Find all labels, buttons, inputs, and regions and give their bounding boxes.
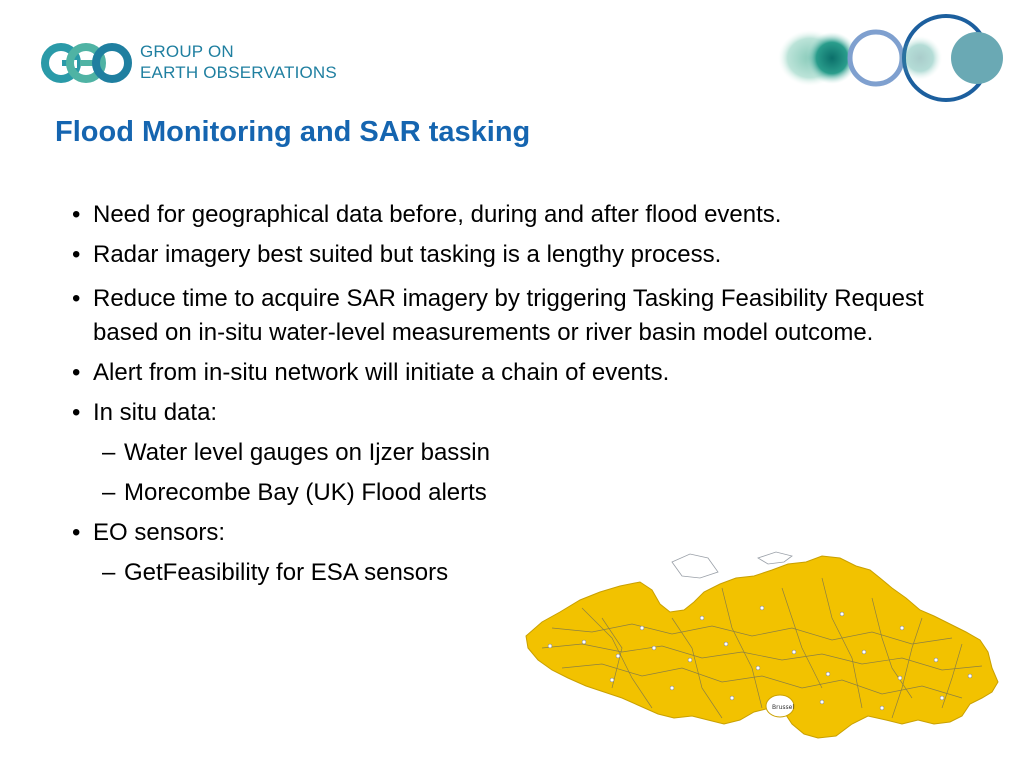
geo-logo-mark: [40, 38, 132, 88]
bullet-text: Need for geographical data before, during and after flood events.: [93, 201, 782, 228]
bullet-text: Radar imagery best suited but tasking is a lengthy process.: [93, 241, 722, 268]
sub-bullet-item: – Morecombe Bay (UK) Flood alerts: [102, 479, 487, 506]
bullet-item: • Alert from in-situ network will initiate a chain of events.: [72, 359, 670, 386]
sub-bullet-text: Water level gauges on Ijzer bassin: [124, 439, 490, 466]
bullet-text: In situ data:: [93, 399, 218, 426]
sub-bullet-text: Morecombe Bay (UK) Flood alerts: [124, 479, 487, 506]
bullet-item: • In situ data:: [72, 399, 218, 426]
logo-text-line1: GROUP ON: [140, 42, 234, 61]
map-region: [526, 552, 998, 738]
sub-bullet-text: GetFeasibility for ESA sensors: [124, 559, 449, 586]
sub-bullet-item: – GetFeasibility for ESA sensors: [102, 559, 449, 586]
bullet-item: • Radar imagery best suited but tasking is a lengthy process.: [72, 241, 722, 268]
sub-bullet-item: – Water level gauges on Ijzer bassin: [102, 439, 490, 466]
bullet-item: • EO sensors:: [72, 519, 226, 546]
map-city-label: Brussel: [772, 704, 794, 711]
flanders-map-image: [522, 548, 1004, 744]
bullet-text: EO sensors:: [93, 519, 226, 546]
logo-text-line2: EARTH OBSERVATIONS: [140, 63, 337, 82]
bullet-item: • Need for geographical data before, during and after flood events.: [72, 201, 782, 228]
bullet-text: Reduce time to acquire SAR imagery by triggering Tasking Feasibility Request based on in-situ water-level measurements or river basin model outcome.: [93, 285, 924, 346]
bullet-item: • Reduce time to acquire SAR imagery by triggering Tasking Feasibility Request based on in-situ water-level measurements or river basin model outcome.: [72, 285, 924, 346]
logo-text: [140, 41, 337, 83]
decorative-circles-icon: [770, 10, 1010, 110]
slide-title: Flood Monitoring and SAR tasking: [55, 116, 531, 148]
bullet-text: Alert from in-situ network will initiate a chain of events.: [93, 359, 670, 386]
bullet-list: [72, 198, 992, 596]
